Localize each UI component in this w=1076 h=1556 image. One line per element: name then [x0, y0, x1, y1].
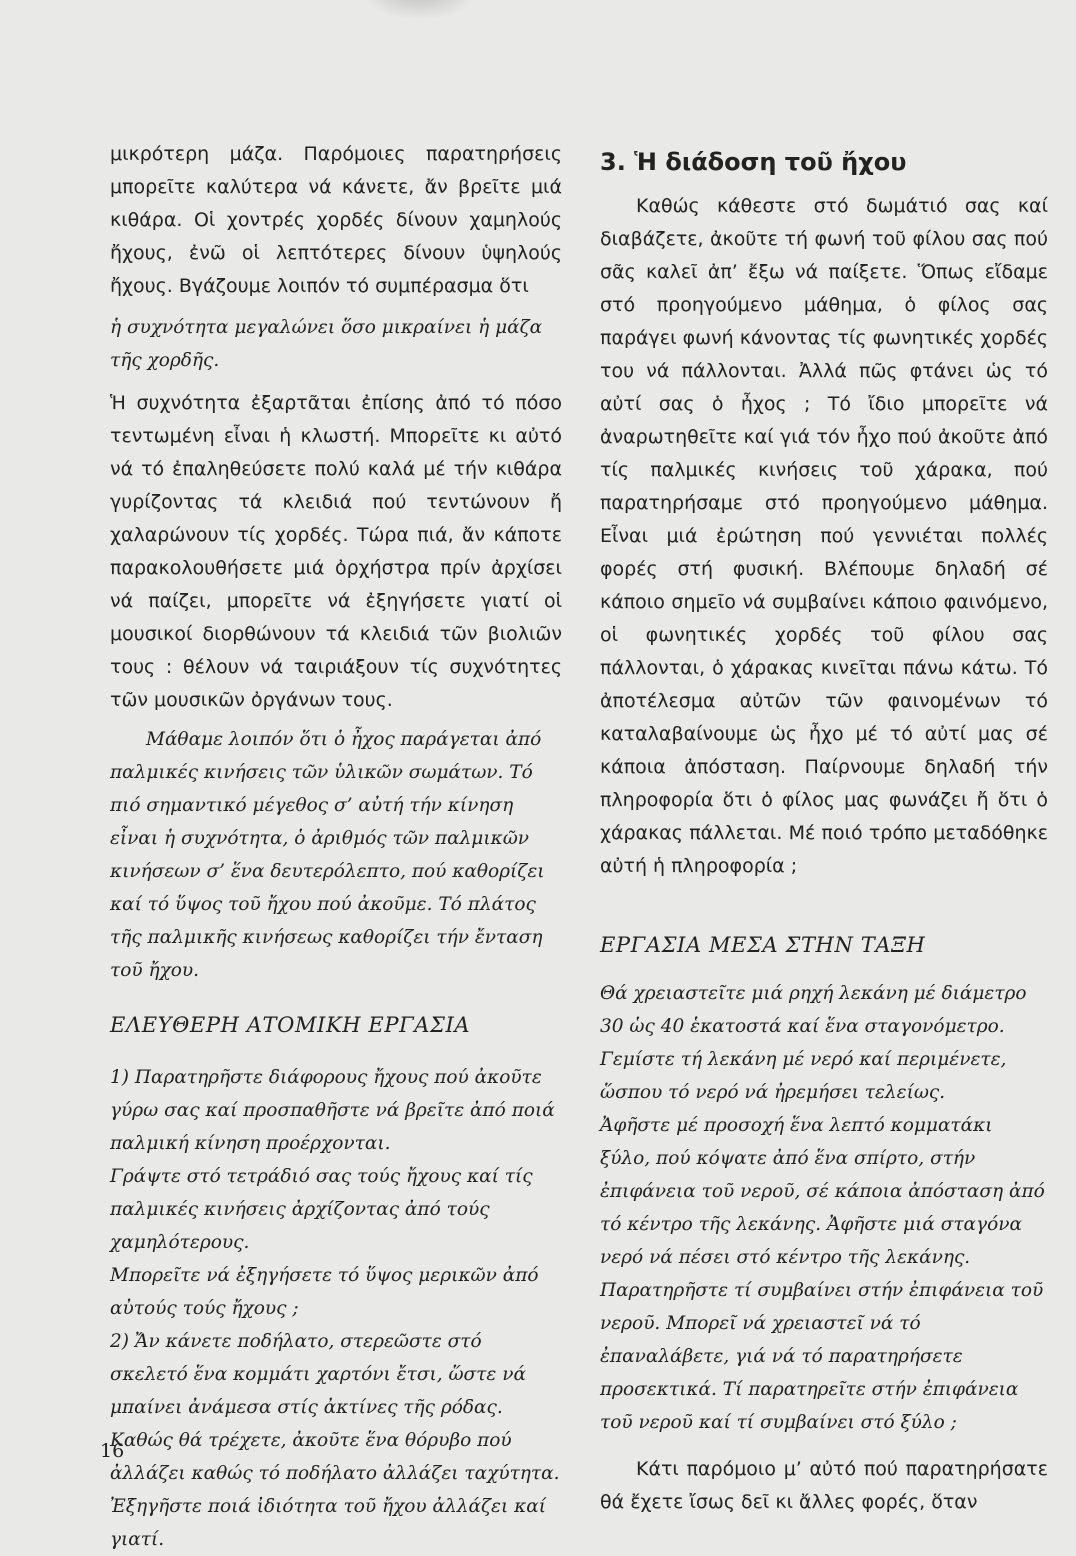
section-title: 3. Ἡ διάδοση τοῦ ἤχου	[600, 148, 907, 176]
scan-shadow	[360, 0, 480, 20]
right-column	[600, 138, 1048, 1519]
left-paragraph-2: Ἡ συχνότητα ἐξαρτᾶται ἐπίσης ἀπό τό πόσο τεντωμένη εἶναι ἡ κλωστή. Μπορεῖτε κι αὐτό νά τό ἐπαληθεύσετε πολύ καλά μέ τήν κιθάρα γυρίζοντας τά κλειδιά πού τεντώνουν ἤ χαλαρώνουν τίς χορδές. Τώρα πιά, ἄν κάποτε παρακολουθήσετε μιά ὀρχήστρα πρίν ἀρχίσει νά παίζει, μπορεῖτε νά ἐξηγήσετε γιατί οἱ μουσικοί διορθώνουν τά κλειδιά τῶν βιολιῶν τους : θέλουν νά ταιριάξουν τίς συχνότητες τῶν μουσικῶν ὀργάνων τους.	[110, 392, 562, 711]
left-column	[110, 138, 562, 1556]
class-work-heading: ΕΡΓΑΣΙΑ ΜΕΣΑ ΣΤΗΝ ΤΑΞΗ	[600, 933, 926, 957]
exercise-2: 2) Ἄν κάνετε ποδήλατο, στερεῶστε στό σκελετό ἕνα κομμάτι χαρτόνι ἔτσι, ὥστε νά μπαίνει ἀνάμεσα στίς ἀκτίνες τῆς ρόδας. Καθώς θά τρέχετε, ἀκοῦτε ἕνα θόρυβο πού ἀλλάζει καθώς τό ποδήλατο ἀλλάζει ταχύτητα. Ἐξηγῆστε ποιά ἰδιότητα τοῦ ἤχου ἀλλάζει καί γιατί.	[110, 1331, 560, 1550]
left-paragraph-1: μικρότερη μάζα. Παρόμοιες παρατηρήσεις μπορεῖτε καλύτερα νά κάνετε, ἄν βρεῖτε μιά κιθάρα. Οἱ χοντρές χορδές δίνουν χαμηλούς ἤχους, ἐνῶ οἱ λεπτότερες δίνουν ὑψηλούς ἤχους. Βγάζουμε λοιπόν τό συμπέρασμα ὅτι	[110, 143, 562, 297]
free-work-heading: ΕΛΕΥΘΕΡΗ ΑΤΟΜΙΚΗ ΕΡΓΑΣΙΑ	[110, 1013, 471, 1037]
task-1: Θά χρειαστεῖτε μιά ρηχή λεκάνη μέ διάμετρο 30 ὡς 40 ἑκατοστά καί ἕνα σταγονόμετρο. Γεμίστε τή λεκάνη μέ νερό καί περιμένετε, ὥσπου τό νερό νά ἠρεμήσει τελείως.	[600, 983, 1027, 1103]
summary-paragraph: Μάθαμε λοιπόν ὅτι ὁ ἦχος παράγεται ἀπό παλμικές κινήσεις τῶν ὑλικῶν σωμάτων. Τό πιό σημαντικό μέγεθος σ’ αὐτή τήν κίνηση εἶναι ἡ συχνότητα, ὁ ἀριθμός τῶν παλμικῶν κινήσεων σ’ ἕνα δευτερόλεπτο, πού καθορίζει καί τό ὕψος τοῦ ἤχου πού ἀκοῦμε. Τό πλάτος τῆς παλμικῆς κινήσεως καθορίζει τήν ἔνταση τοῦ ἤχου.	[110, 729, 545, 981]
exercise-1: 1) Παρατηρῆστε διάφορους ἤχους πού ἀκοῦτε γύρω σας καί προσπαθῆστε νά βρεῖτε ἀπό ποιά παλμική κίνηση προέρχονται.	[110, 1067, 555, 1154]
right-paragraph-2: Κάτι παρόμοιο μ’ αὐτό πού παρατηρήσατε θά ἔχετε ἴσως δεῖ κι ἄλλες φορές, ὅταν	[600, 1458, 1048, 1513]
right-paragraph-1: Καθώς κάθεστε στό δωμάτιό σας καί διαβάζετε, ἀκοῦτε τή φωνή τοῦ φίλου σας πού σᾶς καλεῖ ἀπ’ ἔξω νά παίξετε. Ὅπως εἴδαμε στό προηγούμενο μάθημα, ὁ φίλος σας παράγει φωνή κάνοντας τίς φωνητικές χορδές του νά πάλλονται. Ἀλλά πῶς φτάνει ὡς τό αὐτί σας ὁ ἦχος ; Τό ἴδιο μπορεῖτε νά ἀναρωτηθεῖτε καί γιά τόν ἦχο πού ἀκοῦτε ἀπό τίς παλμικές κινήσεις τοῦ χάρακα, πού παρατηρήσαμε στό προηγούμενο μάθημα. Εἶναι μιά ἐρώτηση πού γεννιέται πολλές φορές στή φυσική. Βλέπουμε δηλαδή σέ κάποιο σημεῖο νά συμβαίνει κάποιο φαινόμενο, οἱ φωνητικές χορδές τοῦ φίλου σας πάλλονται, ὁ χάρακας κινεῖται πάνω κάτω. Τό ἀποτέλεσμα αὐτῶν τῶν φαινομένων τό καταλαβαίνουμε ὡς ἦχο μέ τό αὐτί μας σέ κάποια ἀπόσταση. Παίρνουμε δηλαδή τήν πληροφορία ὅτι ὁ φίλος μας φωνάζει ἤ ὅτι ὁ χάρακας πάλλεται. Μέ ποιό τρόπο μεταδόθηκε αὐτή ἡ πληροφορία ;	[600, 195, 1048, 877]
task-2: Ἀφῆστε μέ προσοχή ἕνα λεπτό κομματάκι ξύλο, πού κόψατε ἀπό ἕνα σπίρτο, στήν ἐπιφάνεια τοῦ νεροῦ, σέ κάποια ἀπόσταση ἀπό τό κέντρο τῆς λεκάνης. Ἀφῆστε μιά σταγόνα νερό νά πέσει στό κέντρο τῆς λεκάνης. Παρατηρῆστε τί συμβαίνει στήν ἐπιφάνεια τοῦ νεροῦ. Μπορεῖ νά χρειαστεῖ νά τό ἐπαναλάβετε, γιά νά τό παρατηρήσετε προσεκτικά. Τί παρατηρεῖτε στήν ἐπιφάνεια τοῦ νεροῦ καί τί συμβαίνει στό ξύλο ;	[600, 1115, 1045, 1433]
page-number: 16	[100, 1440, 125, 1462]
exercise-1-write: Γράψτε στό τετράδιό σας τούς ἤχους καί τίς παλμικές κινήσεις ἀρχίζοντας ἀπό τούς χαμηλότερους.	[110, 1166, 533, 1253]
exercise-1-question: Μπορεῖτε νά ἐξηγήσετε τό ὕψος μερικῶν ἀπό αὐτούς τούς ἤχους ;	[110, 1265, 539, 1319]
rule-statement: ἡ συχνότητα μεγαλώνει ὅσο μικραίνει ἡ μάζα τῆς χορδῆς.	[110, 317, 543, 371]
